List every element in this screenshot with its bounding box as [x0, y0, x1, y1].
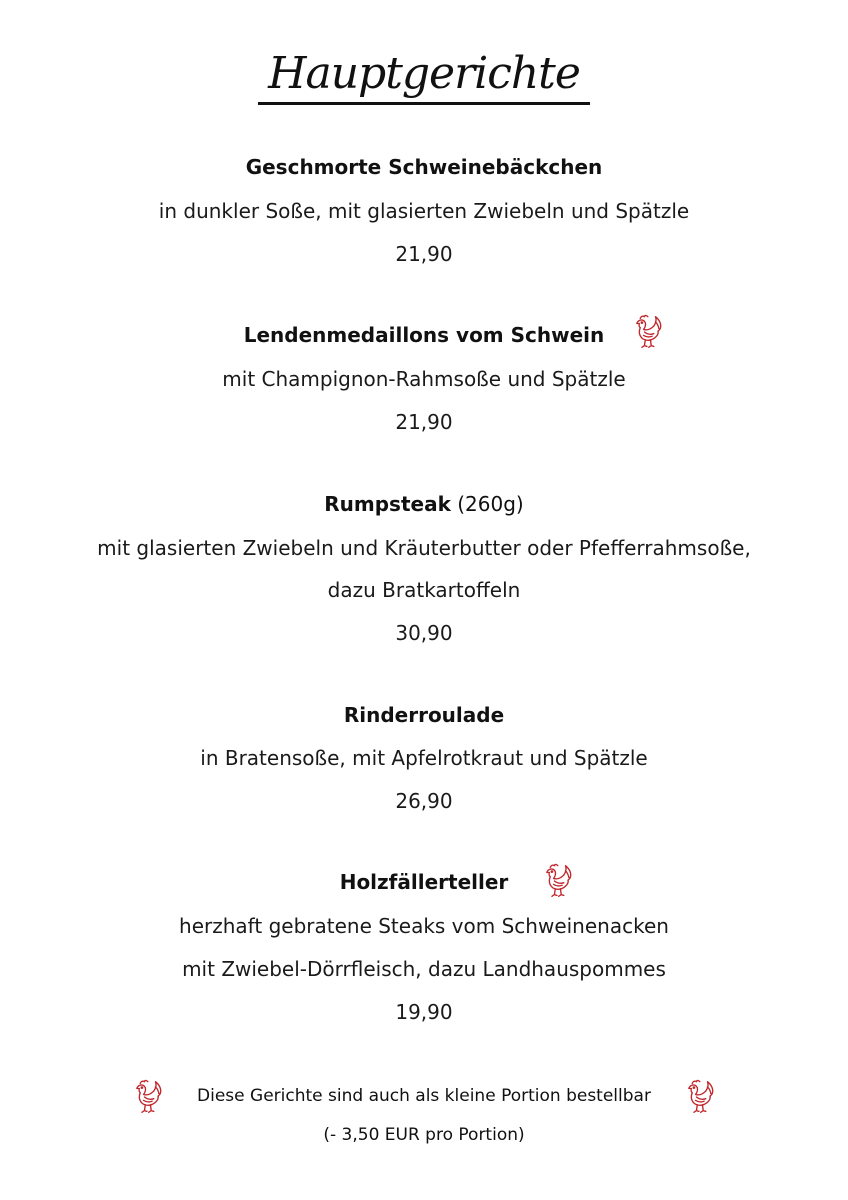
page-title: Hauptgerichte: [258, 48, 590, 105]
portion-note: Diese Gerichte sind auch als kleine Portion bestellbar: [197, 1086, 651, 1106]
rooster-icon: [630, 313, 664, 351]
dish-price: 30,90: [395, 621, 453, 645]
dish-name: Lendenmedaillons vom Schwein: [243, 323, 605, 347]
dish-name: Rumpsteak: [324, 492, 451, 516]
dish-description: mit Zwiebel-Dörrfleisch, dazu Landhauspommes: [182, 957, 666, 981]
dish-name: Geschmorte Schweinebäckchen: [245, 155, 603, 179]
dish-description: herzhaft gebratene Steaks vom Schweinenacken: [179, 914, 669, 938]
dish-price: 21,90: [395, 410, 453, 434]
dish-description: in Bratensoße, mit Apfelrotkraut und Spätzle: [200, 746, 648, 770]
dish-description: dazu Bratkartoffeln: [327, 578, 521, 602]
rooster-icon: [682, 1078, 716, 1116]
rooster-icon: [540, 862, 574, 900]
dish-name: Holzfällerteller: [339, 870, 509, 894]
portion-price-note: (- 3,50 EUR pro Portion): [323, 1125, 525, 1145]
dish-price: 19,90: [395, 1000, 453, 1024]
dish-description: mit glasierten Zwiebeln und Kräuterbutter oder Pfefferrahmsoße,: [97, 536, 751, 560]
dish-price: 21,90: [395, 242, 453, 266]
dish-name: Rinderroulade: [343, 703, 505, 727]
dish-heading: [0, 491, 848, 517]
dish-description: mit Champignon-Rahmsoße und Spätzle: [222, 367, 626, 391]
dish-description: in dunkler Soße, mit glasierten Zwiebeln und Spätzle: [158, 199, 690, 223]
title-wrap: [0, 48, 848, 105]
dish-price: 26,90: [395, 789, 453, 813]
dish-weight: (260g): [457, 492, 524, 516]
